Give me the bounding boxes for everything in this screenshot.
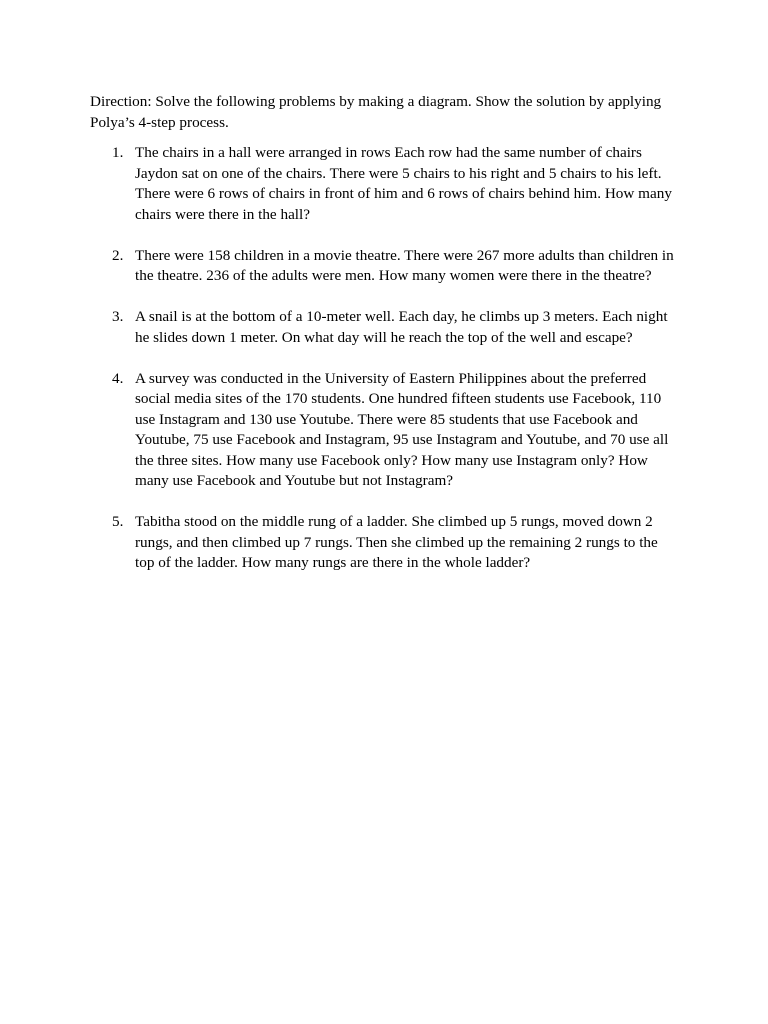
- problem-item-5: [90, 512, 680, 574]
- problem-number: 3.: [112, 308, 124, 325]
- problem-number: 5.: [112, 513, 124, 530]
- problem-text: A snail is at the bottom of a 10-meter well. Each day, he climbs up 3 meters. Each night he slides down 1 meter. On what day will he reach the top of the well and escape?: [135, 308, 668, 346]
- problem-item-1: [90, 143, 680, 225]
- problem-text: The chairs in a hall were arranged in rows Each row had the same number of chairs Jaydon sat on one of the chairs. There were 5 chairs to his right and 5 chairs to his left. There were 6 rows of chairs in front of him and 6 rows of chairs behind him. How many chairs were there in the hall?: [135, 144, 672, 223]
- direction-text: Direction: Solve the following problems by making a diagram. Show the solution by applying Polya’s 4-step process.: [90, 93, 662, 131]
- problem-item-3: [90, 307, 680, 348]
- problem-item-4: [90, 369, 680, 492]
- problem-text: A survey was conducted in the University of Eastern Philippines about the preferred social media sites of the 170 students. One hundred fifteen students use Facebook, 110 use Instagram and 130 use Youtube. There were 85 students that use Facebook and Youtube, 75 use Facebook and Instagram, 95 use Instagram and Youtube, and 70 use all the three sites. How many use Facebook only? How many use Instagram only? How many use Facebook and Youtube but not Instagram?: [135, 369, 669, 489]
- document-page: [90, 92, 680, 594]
- problem-list: [90, 143, 680, 574]
- problem-item-2: [90, 246, 680, 287]
- problem-number: 1.: [112, 144, 124, 161]
- problem-text: Tabitha stood on the middle rung of a ladder. She climbed up 5 rungs, moved down 2 rungs, and then climbed up 7 rungs. Then she climbed up the remaining 2 rungs to the top of the ladder. How many rungs are there in the whole ladder?: [135, 513, 658, 571]
- problem-number: 4.: [112, 369, 124, 387]
- problem-number: 2.: [112, 246, 124, 264]
- problem-text: There were 158 children in a movie theatre. There were 267 more adults than children in the theatre. 236 of the adults were men. How many women were there in the theatre?: [135, 246, 674, 284]
